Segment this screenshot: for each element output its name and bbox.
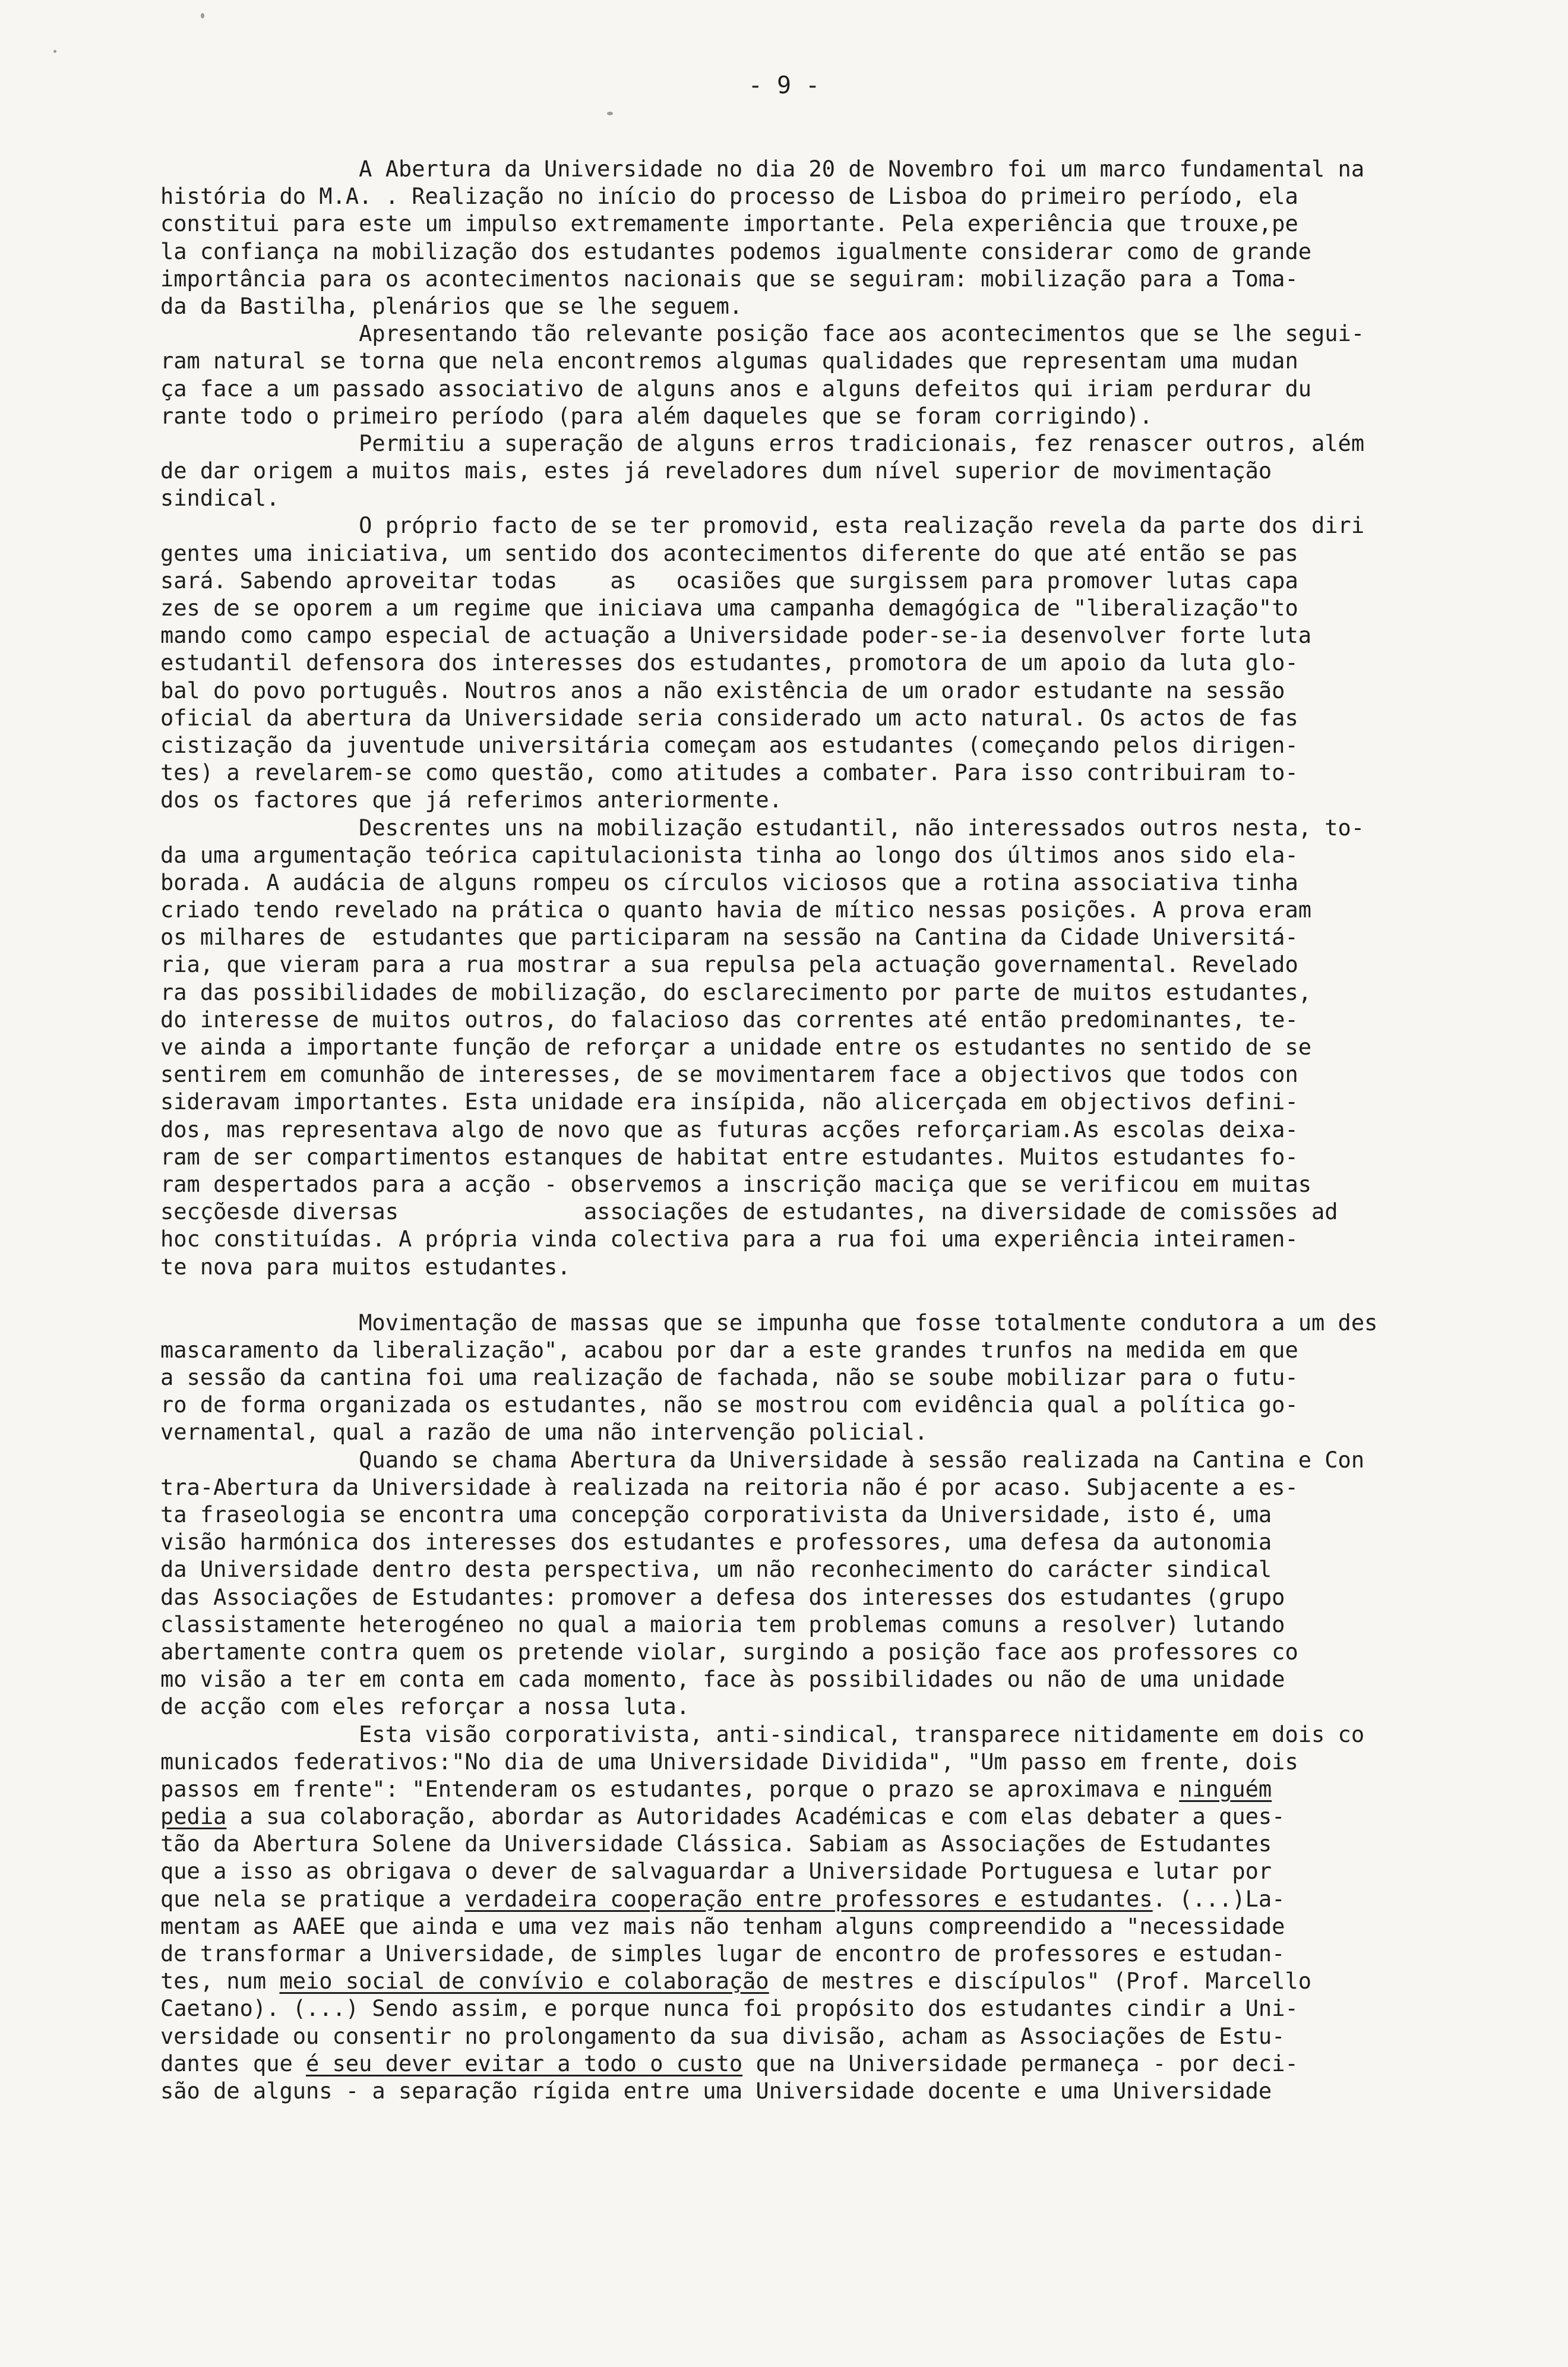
text-line: visão harmónica dos interesses dos estudantes e professores, uma defesa da autonomia bbox=[160, 1529, 1272, 1555]
text-line: pedia a sua colaboração, abordar as Autoridades Académicas e com elas debater a ques- bbox=[160, 1804, 1285, 1830]
underlined-phrase: é seu dever evitar a todo o custo bbox=[306, 2050, 743, 2076]
text-line: oficial da abertura da Universidade seria considerado um acto natural. Os actos de fas bbox=[160, 705, 1298, 731]
text-line: da uma argumentação teórica capitulacionista tinha ao longo dos últimos anos sido ela- bbox=[160, 842, 1298, 868]
body-text bbox=[160, 156, 1437, 2105]
paragraph bbox=[160, 320, 1437, 430]
text-line: ram natural se torna que nela encontremos algumas qualidades que representam uma mudan bbox=[160, 348, 1298, 374]
underlined-phrase: meio social de convívio e colaboração bbox=[279, 1968, 769, 1994]
paragraph bbox=[160, 430, 1437, 513]
text-line: história do M.A. . Realização no início do processo de Lisboa do primeiro período, ela bbox=[160, 184, 1298, 210]
text-line: sindical. bbox=[160, 485, 280, 512]
text-line: sideravam importantes. Esta unidade era insípida, não alicerçada em objectivos defini- bbox=[160, 1089, 1298, 1115]
scan-speck bbox=[607, 112, 613, 115]
text-line: tes) a revelarem-se como questão, como atitudes a combater. Para isso contribuiram to- bbox=[160, 760, 1298, 786]
text-line: Quando se chama Abertura da Universidade à sessão realizada na Cantina e Con bbox=[160, 1447, 1365, 1473]
text-line: sará. Sabendo aproveitar todas as ocasiões que surgissem para promover lutas capa bbox=[160, 567, 1298, 594]
text-line: tes, num meio social de convívio e colaboração de mestres e discípulos" (Prof. Marcello bbox=[160, 1968, 1312, 1994]
text-line: Esta visão corporativista, anti-sindical, transparece nitidamente em dois co bbox=[160, 1721, 1365, 1747]
underlined-phrase: pedia bbox=[160, 1804, 227, 1830]
text-line: mentam as AAEE que ainda e uma vez mais não tenham alguns compreendido a "necessidade bbox=[160, 1913, 1285, 1939]
text-line: secçõesde diversas associações de estudantes, na diversidade de comissões ad bbox=[160, 1199, 1338, 1225]
text-line: Movimentação de massas que se impunha que fosse totalmente condutora a um des bbox=[160, 1309, 1378, 1336]
text-line: gentes uma iniciativa, um sentido dos acontecimentos diferente do que até então se pas bbox=[160, 540, 1298, 566]
text-line: das Associações de Estudantes: promover a defesa dos interesses dos estudantes (grupo bbox=[160, 1584, 1285, 1610]
text-line: ram de ser compartimentos estanques de habitat entre estudantes. Muitos estudantes fo- bbox=[160, 1144, 1298, 1170]
text-line: ve ainda a importante função de reforçar a unidade entre os estudantes no sentido de se bbox=[160, 1034, 1312, 1060]
text-line: ra das possibilidades de mobilização, do esclarecimento por parte de muitos estudantes, bbox=[160, 979, 1312, 1005]
text-line: A Abertura da Universidade no dia 20 de Novembro foi um marco fundamental na bbox=[160, 156, 1365, 182]
text-line: hoc constituídas. A própria vinda colectiva para a rua foi uma experiência inteiramen- bbox=[160, 1226, 1298, 1252]
underlined-phrase: ninguém bbox=[1179, 1776, 1272, 1802]
text-line: da da Bastilha, plenários que se lhe seguem. bbox=[160, 293, 743, 319]
text-line: criado tendo revelado na prática o quanto havia de mítico nessas posições. A prova eram bbox=[160, 897, 1312, 923]
paragraph bbox=[160, 512, 1437, 814]
text-line: dos os factores que já referimos anteriormente. bbox=[160, 787, 782, 813]
text-line: mo visão a ter em conta em cada momento, face às possibilidades ou não de uma unidade bbox=[160, 1667, 1285, 1693]
text-line: ria, que vieram para a rua mostrar a sua repulsa pela actuação governamental. Revelado bbox=[160, 952, 1298, 978]
scan-speck bbox=[201, 13, 204, 18]
text-line: da Universidade dentro desta perspectiva, um não reconhecimento do carácter sindical bbox=[160, 1557, 1272, 1583]
text-line: passos em frente": "Entenderam os estudantes, porque o prazo se aproximava e ninguém bbox=[160, 1776, 1272, 1802]
text-line: cistização da juventude universitária começam aos estudantes (começando pelos dirigen- bbox=[160, 732, 1298, 758]
text-line: Caetano). (...) Sendo assim, e porque nunca foi propósito dos estudantes cindir a Uni- bbox=[160, 1996, 1298, 2022]
text-line: a sessão da cantina foi uma realização de fachada, não se soube mobilizar para o futu- bbox=[160, 1365, 1298, 1391]
text-line: rante todo o primeiro período (para além daqueles que se foram corrigindo). bbox=[160, 403, 1153, 429]
text-line: os milhares de estudantes que participaram na sessão na Cantina da Cidade Universitá- bbox=[160, 924, 1298, 951]
text-line: estudantil defensora dos interesses dos estudantes, promotora de um apoio da luta glo- bbox=[160, 650, 1298, 676]
text-line: classistamente heterogéneo no qual a maioria tem problemas comuns a resolver) lutando bbox=[160, 1611, 1285, 1637]
text-line: tão da Abertura Solene da Universidade Clássica. Sabiam as Associações de Estudantes bbox=[160, 1831, 1272, 1857]
text-line: dos, mas representava algo de novo que as futuras acções reforçariam.As escolas deixa- bbox=[160, 1116, 1298, 1143]
paragraph bbox=[160, 1447, 1437, 1721]
text-line: de transformar a Universidade, de simples lugar de encontro de professores e estudan- bbox=[160, 1941, 1285, 1967]
paragraph bbox=[160, 1721, 1437, 2106]
underlined-phrase: verdadeira cooperação entre professores e estudantes bbox=[464, 1886, 1153, 1912]
text-line: importância para os acontecimentos nacionais que se seguiram: mobilização para a Toma- bbox=[160, 266, 1298, 292]
text-line: abertamente contra quem os pretende violar, surgindo a posição face aos professores co bbox=[160, 1639, 1298, 1665]
text-line: te nova para muitos estudantes. bbox=[160, 1254, 571, 1280]
text-line: vernamental, qual a razão de uma não intervenção policial. bbox=[160, 1419, 928, 1446]
text-line: mascaramento da liberalização", acabou por dar a este grandes trunfos na medida em que bbox=[160, 1337, 1298, 1363]
text-line: que nela se pratique a verdadeira cooperação entre professores e estudantes. (...)La- bbox=[160, 1886, 1285, 1912]
text-line: dantes que é seu dever evitar a todo o custo que na Universidade permaneça - por deci- bbox=[160, 2050, 1298, 2076]
text-line: O próprio facto de se ter promovid, esta realização revela da parte dos diri bbox=[160, 513, 1365, 539]
text-line: Descrentes uns na mobilização estudantil, não interessados outros nesta, to- bbox=[160, 815, 1365, 841]
paragraph bbox=[160, 815, 1437, 1281]
text-line: tra-Abertura da Universidade à realizada na reitoria não é por acaso. Subjacente a es- bbox=[160, 1474, 1298, 1500]
text-line: de dar origem a muitos mais, estes já reveladores dum nível superior de movimentação bbox=[160, 458, 1272, 484]
scan-speck bbox=[53, 50, 56, 53]
text-line: de acção com eles reforçar a nossa luta. bbox=[160, 1694, 690, 1720]
text-line: mando como campo especial de actuação a Universidade poder-se-ia desenvolver forte luta bbox=[160, 623, 1312, 649]
paragraph bbox=[160, 1309, 1437, 1447]
paragraph bbox=[160, 156, 1437, 320]
text-line: bal do povo português. Noutros anos a não existência de um orador estudante na sessão bbox=[160, 677, 1285, 703]
page-number: - 9 - bbox=[748, 72, 820, 99]
text-line: versidade ou consentir no prolongamento da sua divisão, acham as Associações de Estu- bbox=[160, 2023, 1285, 2049]
text-line: do interesse de muitos outros, do falacioso das correntes até então predominantes, te- bbox=[160, 1006, 1298, 1033]
text-line: Permitiu a superação de alguns erros tradicionais, fez renascer outros, além bbox=[160, 430, 1365, 456]
text-line: la confiança na mobilização dos estudantes podemos igualmente considerar como de grande bbox=[160, 238, 1312, 264]
text-line: ro de forma organizada os estudantes, não se mostrou com evidência qual a política go- bbox=[160, 1392, 1298, 1418]
text-line: ram despertados para a acção - observemos a inscrição maciça que se verificou em muitas bbox=[160, 1171, 1312, 1197]
text-line: constitui para este um impulso extremamente importante. Pela experiência que trouxe,pe bbox=[160, 211, 1298, 237]
text-line: ta fraseologia se encontra uma concepção corporativista da Universidade, isto é, uma bbox=[160, 1502, 1272, 1527]
text-line: que a isso as obrigava o dever de salvaguardar a Universidade Portuguesa e lutar por bbox=[160, 1858, 1272, 1885]
text-line: municados federativos:"No dia de uma Universidade Dividida", "Um passo em frente, dois bbox=[160, 1749, 1298, 1775]
text-line: sentirem em comunhão de interesses, de se movimentarem face a objectivos que todos con bbox=[160, 1062, 1298, 1088]
text-line: ça face a um passado associativo de alguns anos e alguns defeitos qui iriam perdurar du bbox=[160, 375, 1312, 402]
text-line: são de alguns - a separação rígida entre uma Universidade docente e uma Universidade bbox=[160, 2078, 1272, 2104]
text-line: zes de se oporem a um regime que iniciava uma campanha demagógica de "liberalização"to bbox=[160, 595, 1298, 621]
text-line: borada. A audácia de alguns rompeu os círculos viciosos que a rotina associativa tinha bbox=[160, 869, 1298, 895]
text-line: Apresentando tão relevante posição face aos acontecimentos que se lhe segui- bbox=[160, 321, 1365, 347]
